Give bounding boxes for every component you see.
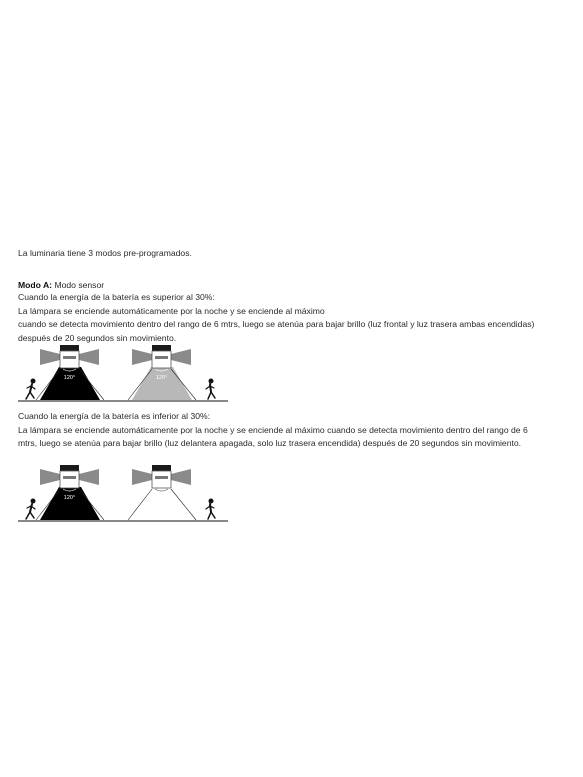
solar-panel <box>60 345 79 351</box>
lamp-dimmed <box>128 345 196 400</box>
solar-panel <box>152 345 171 351</box>
solar-panel <box>152 465 171 471</box>
right-side-light <box>171 469 191 485</box>
case-low-line: La lámpara se enciende automáticamente por la noche y se enciende al máximo cuando se detecta movimiento dentro del rango de 6 <box>18 424 528 435</box>
mode-a-case-low-text <box>18 410 578 451</box>
left-side-light <box>132 469 152 485</box>
solar-panel <box>60 465 79 471</box>
runner-right-icon <box>206 499 215 519</box>
case-low-heading: Cuando la energía de la batería es inferior al 30%: <box>18 411 211 421</box>
mode-a-case-high-text <box>18 291 578 345</box>
angle-label: 120° <box>63 375 76 381</box>
lamp-body <box>152 471 171 488</box>
mode-a-high-battery-diagram <box>18 342 228 404</box>
case-high-line: después de 20 segundos sin movimiento. <box>18 332 177 343</box>
mode-a-low-battery-diagram <box>18 462 228 524</box>
lamp-body <box>60 471 79 488</box>
lamp-body <box>60 351 79 368</box>
lamp-full-brightness <box>36 465 104 520</box>
right-side-light <box>79 469 99 485</box>
mode-a-name: Modo sensor <box>54 280 105 290</box>
mode-a-label: Modo A: <box>18 280 53 290</box>
left-side-light <box>40 349 60 365</box>
intro-text: La luminaria tiene 3 modos pre-programados. <box>18 248 192 258</box>
right-side-light <box>79 349 99 365</box>
lamp-front-off <box>128 465 196 520</box>
left-side-light <box>132 349 152 365</box>
left-side-light <box>40 469 60 485</box>
right-side-light <box>171 349 191 365</box>
case-low-line: mtrs, luego se atenúa para bajar brillo (luz delantera apagada, solo luz trasera encendida) después de 20 segundos sin movimiento. <box>18 438 522 448</box>
runner-right-icon <box>206 379 215 399</box>
case-high-line: cuando se detecta movimiento dentro del rango de 6 mtrs, luego se atenúa para bajar brillo (luz frontal y luz trasera ambas encendidas) <box>18 319 535 329</box>
lamp-full-brightness <box>36 345 104 400</box>
lamp-body <box>152 351 171 368</box>
runner-left-icon <box>26 379 35 399</box>
angle-label: 120° <box>63 495 76 501</box>
runner-left-icon <box>26 499 35 519</box>
case-high-heading: Cuando la energía de la batería es superior al 30%: <box>18 292 215 302</box>
case-high-line: La lámpara se enciende automáticamente por la noche y se enciende al máximo <box>18 305 325 316</box>
angle-label: 120° <box>155 375 168 381</box>
